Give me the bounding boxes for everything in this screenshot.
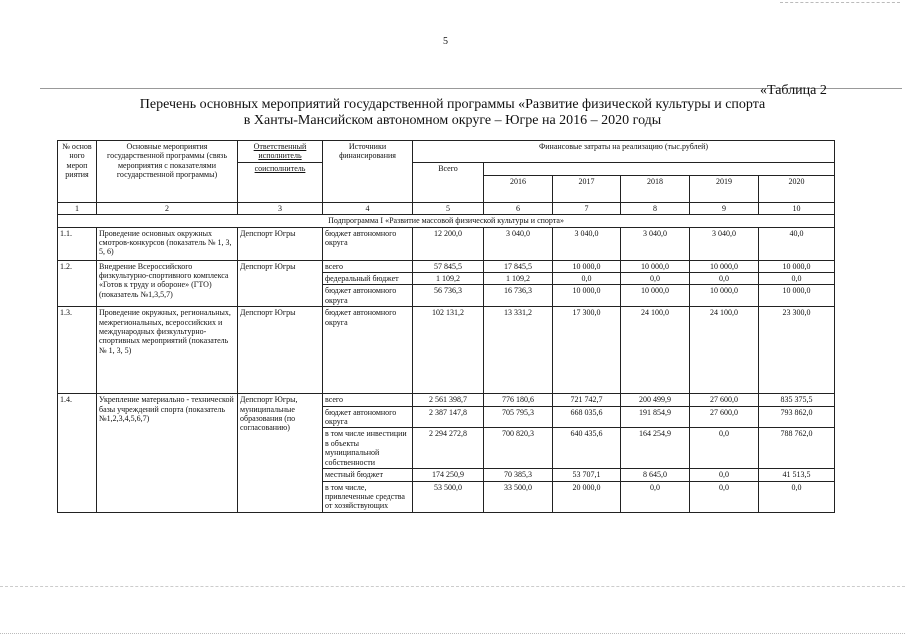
cell-value: 0,0 (690, 481, 759, 512)
hdr-years-spacer (484, 162, 835, 175)
col-number: 8 (621, 202, 690, 214)
hdr-year: 2020 (759, 175, 835, 202)
cell-value: 640 435,6 (553, 428, 621, 469)
table-row (58, 227, 835, 260)
cell-value: 16 736,3 (484, 285, 553, 307)
cell-value: 191 854,9 (621, 406, 690, 428)
row-responsible: Депспорт Югры, муниципальные образования (по согласованию) (238, 394, 323, 512)
cell-value: 793 862,0 (759, 406, 835, 428)
cell-value: 10 000,0 (690, 285, 759, 307)
col-number: 4 (323, 202, 413, 214)
row-source: всего (323, 260, 413, 272)
cell-value: 53 707,1 (553, 469, 621, 481)
row-source: местный бюджет (323, 469, 413, 481)
cell-value: 0,0 (621, 273, 690, 285)
cell-value: 0,0 (759, 273, 835, 285)
row-source: бюджет автономного округа (323, 285, 413, 307)
col-number: 2 (97, 202, 238, 214)
title-line-1: Перечень основных мероприятий государственной программы «Развитие физической культуры и спорта (139, 97, 766, 112)
cell-value: 12 200,0 (413, 227, 484, 260)
cell-value: 17 845,5 (484, 260, 553, 272)
cell-value: 174 250,9 (413, 469, 484, 481)
col-number: 3 (238, 202, 323, 214)
column-number-row (58, 202, 835, 214)
cell-value: 1 109,2 (484, 273, 553, 285)
cell-value: 24 100,0 (621, 307, 690, 394)
table-row (58, 394, 835, 406)
activities-table (57, 140, 835, 513)
row-responsible: Депспорт Югры (238, 260, 323, 307)
scan-artifact (780, 2, 900, 3)
row-num: 1.4. (58, 394, 97, 512)
cell-value: 23 300,0 (759, 307, 835, 394)
cell-value: 10 000,0 (553, 285, 621, 307)
col-number: 5 (413, 202, 484, 214)
row-num: 1.1. (58, 227, 97, 260)
cell-value: 17 300,0 (553, 307, 621, 394)
cell-value: 1 109,2 (413, 273, 484, 285)
cell-value: 24 100,0 (690, 307, 759, 394)
cell-value: 10 000,0 (621, 260, 690, 272)
col-number: 6 (484, 202, 553, 214)
table-label: «Таблица 2 (760, 83, 827, 98)
cell-value: 27 600,0 (690, 394, 759, 406)
row-source: бюджет автономного округа (323, 307, 413, 394)
cell-value: 0,0 (690, 469, 759, 481)
row-num: 1.2. (58, 260, 97, 307)
cell-value: 10 000,0 (690, 260, 759, 272)
cell-value: 13 331,2 (484, 307, 553, 394)
cell-value: 10 000,0 (553, 260, 621, 272)
cell-value: 721 742,7 (553, 394, 621, 406)
cell-value: 3 040,0 (553, 227, 621, 260)
row-activity: Укрепление материально - технической базы учреждений спорта (показатель №1,2,3,4,5,6,7) (97, 394, 238, 512)
row-source: федеральный бюджет (323, 273, 413, 285)
cell-value: 2 561 398,7 (413, 394, 484, 406)
cell-value: 10 000,0 (621, 285, 690, 307)
row-source: бюджет автономного округа (323, 227, 413, 260)
cell-value: 41 513,5 (759, 469, 835, 481)
cell-value: 57 845,5 (413, 260, 484, 272)
row-source: всего (323, 394, 413, 406)
col-number: 1 (58, 202, 97, 214)
cell-value: 102 131,2 (413, 307, 484, 394)
row-activity: Внедрение Всероссийского физкультурно-спортивного комплекса «Готов к труду и обороне» (ГТО) (показатель №1,3,5,7) (97, 260, 238, 307)
cell-value: 164 254,9 (621, 428, 690, 469)
subprogram-title: Подпрограмма I «Развитие массовой физической культуры и спорта» (58, 215, 835, 227)
cell-value: 0,0 (690, 273, 759, 285)
hdr-activity: Основные мероприятия государственной программы (связь мероприятия с показателями государственной программы) (97, 141, 238, 203)
hdr-costs: Финансовые затраты на реализацию (тыс.рублей) (413, 141, 835, 163)
title-line-2: в Ханты-Мансийском автономном округе – Югре на 2016 – 2020 годы (243, 113, 662, 128)
hdr-year: 2018 (621, 175, 690, 202)
row-activity: Проведение основных окружных смотров-конкурсов (показатель № 1, 3, 5, 6) (97, 227, 238, 260)
hdr-year: 2016 (484, 175, 553, 202)
table-row (58, 260, 835, 272)
cell-value: 0,0 (759, 481, 835, 512)
hdr-num: № основ ного мероп риятия (58, 141, 97, 203)
cell-value: 56 736,3 (413, 285, 484, 307)
col-number: 10 (759, 202, 835, 214)
cell-value: 10 000,0 (759, 260, 835, 272)
cell-value: 8 645,0 (621, 469, 690, 481)
cell-value: 835 375,5 (759, 394, 835, 406)
col-number: 7 (553, 202, 621, 214)
cell-value: 3 040,0 (621, 227, 690, 260)
cell-value: 776 180,6 (484, 394, 553, 406)
cell-value: 705 795,3 (484, 406, 553, 428)
cell-value: 70 385,3 (484, 469, 553, 481)
page-number: 5 (443, 36, 448, 47)
hdr-coexecutor: соисполнитель (238, 162, 323, 202)
hdr-year: 2017 (553, 175, 621, 202)
col-number: 9 (690, 202, 759, 214)
cell-value: 200 499,9 (621, 394, 690, 406)
cell-value: 3 040,0 (484, 227, 553, 260)
cell-value: 53 500,0 (413, 481, 484, 512)
row-num: 1.3. (58, 307, 97, 394)
scan-artifact (0, 633, 905, 634)
cell-value: 20 000,0 (553, 481, 621, 512)
document-title (0, 97, 905, 129)
cell-value: 0,0 (690, 428, 759, 469)
cell-value: 27 600,0 (690, 406, 759, 428)
cell-value: 668 035,6 (553, 406, 621, 428)
row-responsible: Депспорт Югры (238, 227, 323, 260)
scan-artifact (0, 586, 905, 587)
cell-value: 40,0 (759, 227, 835, 260)
row-activity: Проведение окружных, региональных, межрегиональных, всероссийских и международных физкультурно-спортивных мероприятий (показатель № 1, 3, 5) (97, 307, 238, 394)
row-source: бюджет автономного округа (323, 406, 413, 428)
cell-value: 2 294 272,8 (413, 428, 484, 469)
hdr-responsible: Ответственный исполнитель (238, 141, 323, 163)
row-responsible: Депспорт Югры (238, 307, 323, 394)
hdr-sources: Источники финансирования (323, 141, 413, 203)
row-source: в том числе, привлеченные средства от хозяйствующих (323, 481, 413, 512)
cell-value: 2 387 147,8 (413, 406, 484, 428)
cell-value: 33 500,0 (484, 481, 553, 512)
cell-value: 700 820,3 (484, 428, 553, 469)
hdr-year: 2019 (690, 175, 759, 202)
subprogram-row (58, 215, 835, 227)
table-row (58, 307, 835, 394)
cell-value: 10 000,0 (759, 285, 835, 307)
cell-value: 0,0 (553, 273, 621, 285)
cell-value: 3 040,0 (690, 227, 759, 260)
row-source: в том числе инвестиции в объекты муниципальной собственности (323, 428, 413, 469)
header-row (58, 141, 835, 163)
cell-value: 0,0 (621, 481, 690, 512)
hdr-total: Всего (413, 162, 484, 202)
cell-value: 788 762,0 (759, 428, 835, 469)
